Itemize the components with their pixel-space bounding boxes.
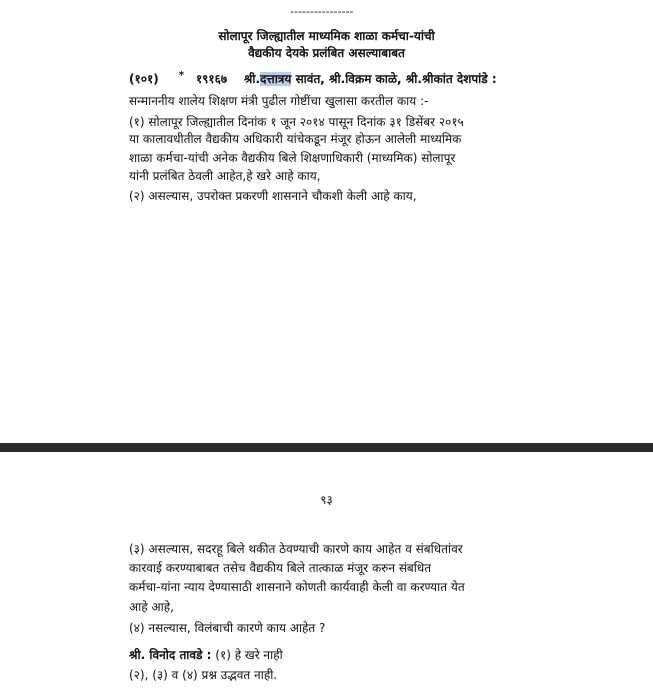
highlighted-name[interactable]: दत्तात्रय [260, 72, 292, 86]
question-intro: सन्माननीय शालेय शिक्षण मंत्री पुढील गोष्टींचा खुलासा करतील काय :- [129, 94, 429, 108]
page-number: ९३ [320, 493, 333, 507]
point1-line1: (१) सोलापूर जिल्ह्यातील दिनांक १ जून २०१४ पासून दिनांक ३१ डिसेंबर २०१५ [129, 115, 464, 129]
point1-line3: शाळा कर्मचा-यांची अनेक वैद्यकीय बिले शिक्षणाधिकारी (माध्यमिक) सोलापूर [129, 151, 456, 165]
page-separator [0, 443, 653, 452]
point3-line3: कर्मचा-यांना न्याय देण्यासाठी शासनाने कोणती कार्यवाही केली वा करण्यात येत [129, 580, 465, 594]
point3-line2: कारवाई करण्याबाबत तसेच वैद्यकीय बिले तात्काळ मंजूर करुन संबधित [129, 561, 432, 575]
point1-line4: यांनी प्रलंबित ठेवली आहेत,हे खरे आहे काय, [129, 169, 321, 183]
point1-line2: या कालावधीतील वैद्यकीय अधिकारी यांचेकडून मंजूर होऊन आलेली माध्यमिक [129, 132, 462, 146]
star-marker: * [178, 70, 184, 81]
asker-prefix: श्री. [243, 72, 261, 86]
document-title-line1: सोलापूर जिल्ह्यातील माध्यमिक शाळा कर्मचा-यांची [218, 29, 435, 43]
question-header [129, 70, 497, 87]
point4: (४) नसल्यास, विलंबाची कारणे काय आहेत ? [129, 621, 326, 635]
question-serial: (१०१) [129, 72, 159, 86]
question-number: १९१६७ [195, 72, 228, 86]
document-title-line2: वैद्यकीय देयके प्रलंबित असल्याबाबत [248, 46, 405, 60]
point3-line4: आहे आहे, [129, 600, 174, 614]
answer-name: श्री. विनोद तावडे : [129, 648, 212, 662]
section-divider: ---------------- [290, 5, 354, 18]
answer-line2: (२), (३) व (४) प्रश्न उद्भवत नाही. [129, 668, 278, 682]
asker-rest: सावंत, श्री.विक्रम काळे, श्री.श्रीकांत देशपांडे : [291, 72, 497, 86]
answer-part1: (१) हे खरे नाही [211, 648, 283, 662]
point2: (२) असल्यास, उपरोक्त प्रकरणी शासनाने चौकशी केली आहे काय, [129, 189, 417, 203]
answer-line1 [129, 646, 283, 663]
point3-line1: (३) असल्यास, सदरहू बिले थकीत ठेवण्याची कारणे काय आहेत व संबधितांवर [129, 542, 463, 556]
